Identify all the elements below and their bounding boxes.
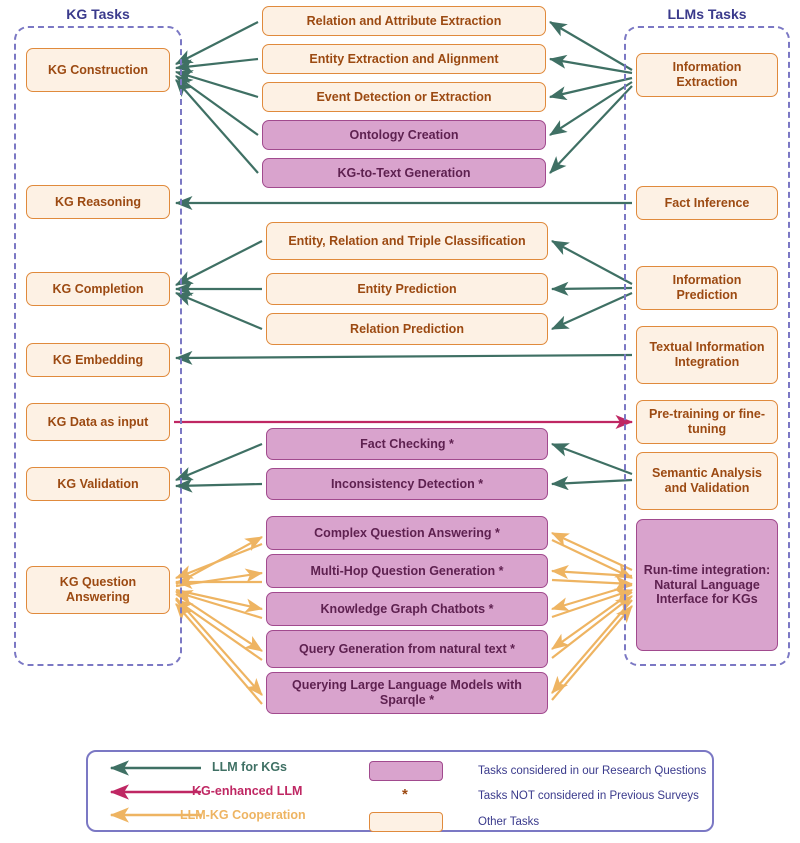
legend-note-research-questions: Tasks considered in our Research Questions: [478, 765, 707, 777]
node-querying-llms-with-sparql[interactable]: Querying Large Language Models with Sparqle *: [266, 672, 548, 714]
node-entity-prediction[interactable]: Entity Prediction: [266, 273, 548, 305]
legend-swatch-other-tasks: [369, 812, 443, 832]
node-multi-hop-question-generation[interactable]: Multi-Hop Question Generation *: [266, 554, 548, 588]
node-information-extraction[interactable]: Information Extraction: [636, 53, 778, 97]
node-entity-relation-triple-classification[interactable]: Entity, Relation and Triple Classification: [266, 222, 548, 260]
legend-note-other-tasks: Other Tasks: [478, 816, 540, 828]
left-column-title: KG Tasks: [66, 6, 130, 22]
node-relation-prediction[interactable]: Relation Prediction: [266, 313, 548, 345]
node-knowledge-graph-chatbots[interactable]: Knowledge Graph Chatbots *: [266, 592, 548, 626]
node-kg-construction[interactable]: KG Construction: [26, 48, 170, 92]
right-column-title: LLMs Tasks: [667, 6, 747, 22]
node-fact-checking[interactable]: Fact Checking *: [266, 428, 548, 460]
node-kg-question-answering[interactable]: KG Question Answering: [26, 566, 170, 614]
node-complex-question-answering[interactable]: Complex Question Answering *: [266, 516, 548, 550]
node-kg-reasoning[interactable]: KG Reasoning: [26, 185, 170, 219]
legend-label-llm-kg-cooperation: LLM-KG Cooperation: [180, 808, 306, 822]
node-entity-extraction-alignment[interactable]: Entity Extraction and Alignment: [262, 44, 546, 74]
node-information-prediction[interactable]: Information Prediction: [636, 266, 778, 310]
legend-asterisk-marker: *: [402, 786, 408, 803]
node-inconsistency-detection[interactable]: Inconsistency Detection *: [266, 468, 548, 500]
node-fact-inference[interactable]: Fact Inference: [636, 186, 778, 220]
node-run-time-integration[interactable]: Run-time integration: Natural Language Interface for KGs: [636, 519, 778, 651]
node-kg-completion[interactable]: KG Completion: [26, 272, 170, 306]
node-query-generation-from-natural-text[interactable]: Query Generation from natural text *: [266, 630, 548, 668]
node-kg-to-text-generation[interactable]: KG-to-Text Generation: [262, 158, 546, 188]
legend-swatch-research-questions: [369, 761, 443, 781]
node-textual-information-integration[interactable]: Textual Information Integration: [636, 326, 778, 384]
legend-label-kg-enhanced-llm: KG-enhanced LLM: [192, 784, 303, 798]
node-relation-attribute-extraction[interactable]: Relation and Attribute Extraction: [262, 6, 546, 36]
node-ontology-creation[interactable]: Ontology Creation: [262, 120, 546, 150]
node-kg-embedding[interactable]: KG Embedding: [26, 343, 170, 377]
node-event-detection-extraction[interactable]: Event Detection or Extraction: [262, 82, 546, 112]
node-semantic-analysis-validation[interactable]: Semantic Analysis and Validation: [636, 452, 778, 510]
node-kg-data-as-input[interactable]: KG Data as input: [26, 403, 170, 441]
legend-label-llm-for-kgs: LLM for KGs: [212, 760, 287, 774]
node-pre-training-fine-tuning[interactable]: Pre-training or fine-tuning: [636, 400, 778, 444]
legend-note-not-considered: Tasks NOT considered in Previous Surveys: [478, 790, 699, 802]
node-kg-validation[interactable]: KG Validation: [26, 467, 170, 501]
